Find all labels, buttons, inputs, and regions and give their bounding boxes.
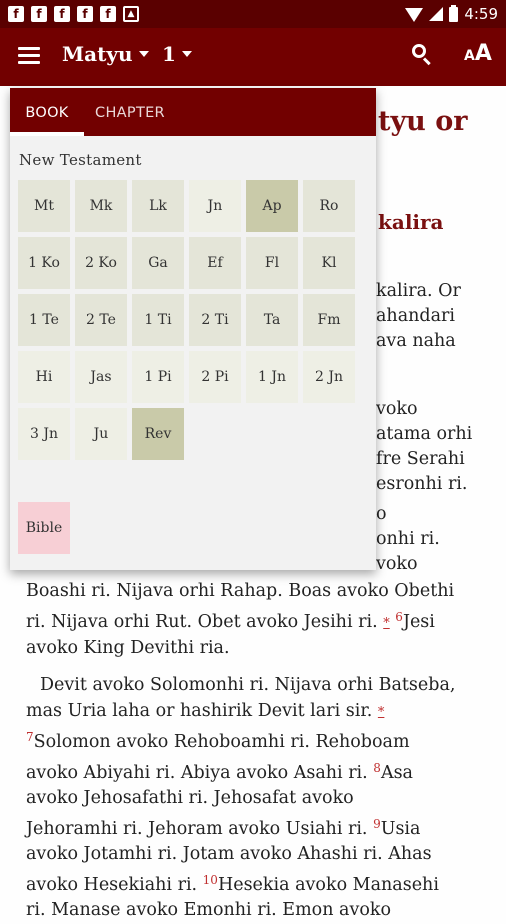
text-line: voko	[376, 554, 418, 574]
book-cell[interactable]: Fl	[246, 237, 298, 289]
book-cell[interactable]: 2 Jn	[303, 351, 355, 403]
verse-number: 7	[26, 730, 34, 744]
app-bar	[0, 28, 506, 86]
verse-number: 6	[395, 609, 403, 624]
picker-tabs	[10, 88, 376, 136]
book-selector[interactable]	[62, 42, 149, 66]
book-cell[interactable]: Ro	[303, 180, 355, 232]
chapter-number: 1	[162, 42, 176, 66]
chevron-down-icon	[139, 51, 149, 57]
search-icon[interactable]	[412, 44, 434, 66]
facebook-notification-icon: f	[77, 6, 93, 22]
book-cell[interactable]: 1 Te	[18, 294, 70, 346]
text-line: ava naha	[376, 331, 456, 351]
book-name: Matyu	[62, 42, 133, 66]
text-line: onhi ri.	[376, 529, 440, 549]
text-line: ahandari	[376, 306, 456, 326]
font-size-icon[interactable]: AA	[464, 41, 492, 66]
wifi-icon	[405, 8, 423, 22]
book-cell[interactable]: Ap	[246, 180, 298, 232]
text-line: o	[376, 504, 387, 524]
bible-button[interactable]: Bible	[18, 502, 70, 554]
book-cell[interactable]: Jn	[189, 180, 241, 232]
section-title: New Testament	[19, 151, 142, 169]
chevron-down-icon	[182, 51, 192, 57]
book-cell[interactable]: 3 Jn	[18, 408, 70, 460]
tab-indicator	[10, 132, 84, 136]
book-cell[interactable]: Ga	[132, 237, 184, 289]
book-cell[interactable]: 1 Jn	[246, 351, 298, 403]
signal-icon	[429, 7, 443, 21]
verse-number: 8	[373, 760, 381, 775]
verse-number: 9	[373, 816, 381, 831]
tab-chapter[interactable]: CHAPTER	[95, 105, 165, 121]
book-cell[interactable]: Ju	[75, 408, 127, 460]
status-time: 4:59	[464, 5, 498, 23]
verse-number: 10	[202, 872, 218, 887]
text-line: esronhi ri.	[376, 474, 468, 494]
book-cell[interactable]: Ta	[246, 294, 298, 346]
book-cell[interactable]: 2 Te	[75, 294, 127, 346]
book-cell[interactable]: 1 Ko	[18, 237, 70, 289]
text-line: kalira. Or	[376, 281, 461, 301]
chapter-heading: tyu or	[378, 106, 468, 137]
book-cell[interactable]: 2 Ko	[75, 237, 127, 289]
facebook-notification-icon: f	[54, 6, 70, 22]
book-picker-panel	[10, 88, 376, 570]
text-line: vokо	[376, 399, 418, 419]
tab-book[interactable]: BOOK	[25, 105, 69, 121]
book-cell[interactable]: Lk	[132, 180, 184, 232]
facebook-notification-icon: f	[31, 6, 47, 22]
book-cell[interactable]: Rev	[132, 408, 184, 460]
facebook-notification-icon: f	[8, 6, 24, 22]
footnote-marker[interactable]: *	[377, 704, 385, 720]
book-cell[interactable]: 2 Pi	[189, 351, 241, 403]
facebook-notification-icon: f	[100, 6, 116, 22]
footnote-marker[interactable]: *	[383, 615, 390, 631]
chapter-selector[interactable]	[162, 42, 192, 66]
book-cell[interactable]: Jas	[75, 351, 127, 403]
book-cell[interactable]: Mt	[18, 180, 70, 232]
book-cell[interactable]: Ef	[189, 237, 241, 289]
text-line: atama orhi	[376, 424, 473, 444]
text-line: fre Serahi	[376, 449, 465, 469]
menu-icon[interactable]	[18, 47, 40, 65]
battery-icon	[449, 7, 458, 22]
section-heading: kalira	[378, 210, 444, 234]
book-cell[interactable]: 1 Ti	[132, 294, 184, 346]
verse-text: Boashi ri. Nijava orhi Rahap. Boas avoko Obethi ri. Nijava orhi Rut. Obet avoko Jesihi ri. * $^6$Jesi avoko King Devithi ria.	[26, 581, 455, 658]
book-cell[interactable]: Fm	[303, 294, 355, 346]
book-cell[interactable]: 1 Pi	[132, 351, 184, 403]
book-cell[interactable]: 2 Ti	[189, 294, 241, 346]
image-notification-icon: ▲	[123, 6, 139, 22]
book-cell[interactable]: Mk	[75, 180, 127, 232]
notification-icons	[8, 6, 139, 22]
verse-text: Devit avoko Solomonhi ri. Nijava orhi Batseba, mas Uria laha or hashirik Devit lari sir. * $^7$Solomon avoko Rehoboamhi ri. Rehoboam avoko Abiyahi ri. Abiya avoko Asahi ri. $^8$Asa avoko Jehosafathi ri. Jehosafat avoko Jehoramhi ri. Jehoram avoko Usiahi ri. $^9$Usia avoko Jotamhi ri. Jotam avoko Ahashi ri. Ahas avoko Hesekiahi ri. $^{10}$Hesekia avoko Manasehi ri. Manase avoko Emonhi ri. Emon avoko	[26, 675, 456, 920]
book-cell[interactable]: Hi	[18, 351, 70, 403]
book-cell[interactable]: Kl	[303, 237, 355, 289]
status-bar	[0, 0, 506, 28]
